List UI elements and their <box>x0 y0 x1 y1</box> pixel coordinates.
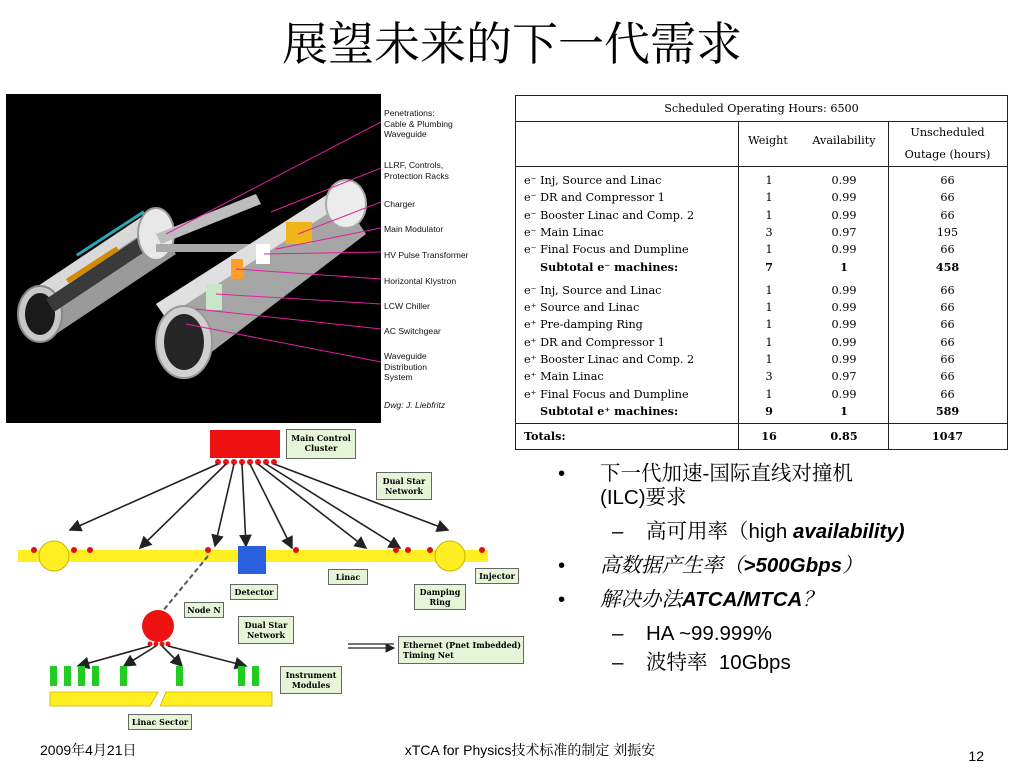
table-cell-outage: 195 <box>936 225 959 239</box>
table-cell-availability: 0.99 <box>831 283 857 297</box>
table-cell-outage: 66 <box>940 353 955 366</box>
bullet-data-rate <box>560 554 1000 578</box>
table-cell-weight: 3 <box>765 370 773 384</box>
slide-title: 展望未来的下一代需求 <box>282 17 742 71</box>
main-control-label: Main Control Cluster <box>286 429 356 459</box>
linac-sector-label: Linac Sector <box>128 714 192 730</box>
bullet-ilc-line1: 下一代加速-国际直线对撞机 <box>600 462 853 485</box>
table-cell-outage: 66 <box>940 191 955 205</box>
table-cell-weight: 16 <box>761 429 777 443</box>
node-n-circle <box>142 610 174 642</box>
tunnel-label-hv-pulse: HV Pulse Transformer <box>384 250 469 260</box>
table-cell-availability: 0.99 <box>831 353 857 366</box>
table-cell-weight: 3 <box>765 225 773 239</box>
tunnel-label-main-modulator: Main Modulator <box>384 224 444 234</box>
availability-italic: availability) <box>792 520 905 543</box>
linac-label: Linac <box>328 569 368 585</box>
footer-date: 2009年4月21日 <box>40 742 137 758</box>
table-cell-availability: 0.99 <box>831 191 857 205</box>
table-cell-outage: 458 <box>935 259 960 274</box>
table-cell-availability: 0.85 <box>830 429 858 443</box>
table-cell-weight: 9 <box>765 403 773 418</box>
table-divider <box>888 121 889 449</box>
injector-ring-left <box>39 541 69 571</box>
table-cell-weight: 1 <box>765 353 773 366</box>
table-cell-availability: 0.99 <box>831 387 857 401</box>
table-cell-outage: 66 <box>940 370 955 384</box>
table-cell-name: e⁻ DR and Compressor 1 <box>524 191 665 205</box>
ethernet-label: Ethernet (Pnet Imbedded) Timing Net <box>398 636 524 664</box>
col-unscheduled: Unscheduled <box>910 126 985 139</box>
detector-label: Detector <box>230 584 278 600</box>
detector-box <box>238 546 266 574</box>
sub-bullet-ha <box>612 622 1012 646</box>
table-cell-outage: 589 <box>935 403 960 418</box>
network-diagram <box>10 426 530 738</box>
data-rate-value: >500Gbps <box>743 554 843 577</box>
table-cell-weight: 1 <box>765 191 773 205</box>
availability-prefix: 高可用率（high <box>646 520 793 543</box>
footer-title: xTCA for Physics技术标准的制定 刘振安 <box>404 742 656 758</box>
operating-hours-table <box>515 95 1008 450</box>
tunnel-label-klystron: Horizontal Klystron <box>384 276 457 286</box>
damping-ring-label: Damping Ring <box>414 584 466 610</box>
right-tunnel-graphic <box>156 180 366 378</box>
table-cell-name: e⁺ Final Focus and Dumpline <box>524 387 689 401</box>
table-cell-outage: 66 <box>940 335 955 349</box>
dash-glyph: – <box>612 651 624 674</box>
dual-star-top-label: Dual Star Network <box>376 472 432 500</box>
table-cell-name: Subtotal e⁺ machines: <box>540 403 679 418</box>
table-cell-weight: 7 <box>765 259 773 274</box>
table-header: Scheduled Operating Hours: 6500 <box>516 96 1007 122</box>
injector-label: Injector <box>475 568 519 584</box>
tunnel-label-waveguide-dist: Waveguide Distribution System <box>384 351 427 383</box>
table-cell-name: e⁻ Final Focus and Dumpline <box>524 243 689 257</box>
bullet-dot: • <box>558 588 566 611</box>
dash-glyph: – <box>612 622 624 645</box>
table-cell-name: e⁻ Inj, Source and Linac <box>524 283 662 297</box>
bullet-ilc <box>560 462 980 510</box>
table-cell-weight: 1 <box>765 208 773 222</box>
table-cell-outage: 66 <box>940 174 955 187</box>
table-cell-name: e⁻ Booster Linac and Comp. 2 <box>524 208 695 222</box>
tunnel-label-llrf: LLRF, Controls, Protection Racks <box>384 160 449 181</box>
node-n-label: Node N <box>184 602 224 618</box>
data-rate-suffix: ） <box>842 554 863 577</box>
left-tunnel-graphic <box>18 208 176 342</box>
table-cell-outage: 66 <box>940 208 955 222</box>
table-cell-name: e⁺ Pre-damping Ring <box>524 318 643 332</box>
table-cell-availability: 0.99 <box>831 174 857 187</box>
table-cell-name: e⁺ Source and Linac <box>524 301 640 315</box>
table-cell-name: e⁺ Booster Linac and Comp. 2 <box>524 353 695 366</box>
table-cell-outage: 66 <box>940 243 955 257</box>
sub-bullet-baud <box>612 651 1012 675</box>
baud-text: 波特率 10Gbps <box>646 651 791 674</box>
table-cell-outage: 66 <box>940 283 955 297</box>
bullet-solution <box>560 588 1000 612</box>
table-cell-weight: 1 <box>765 318 773 332</box>
table-cell-availability: 0.99 <box>831 243 857 257</box>
data-rate-prefix: 高数据产生率（ <box>600 554 744 577</box>
table-cell-availability: 0.99 <box>831 208 857 222</box>
table-cell-name: Totals: <box>524 429 566 443</box>
table-cell-weight: 1 <box>765 335 773 349</box>
table-cell-name: e⁺ Main Linac <box>524 370 604 384</box>
bullet-dot: • <box>558 554 566 577</box>
table-cell-weight: 1 <box>765 283 773 297</box>
table-divider <box>516 166 1007 167</box>
solution-suffix: ？ <box>802 588 823 611</box>
table-cell-availability: 0.97 <box>831 225 857 239</box>
table-cell-outage: 1047 <box>931 429 964 443</box>
bullet-dot: • <box>558 462 566 485</box>
tunnel-credit: Dwg: J. Liebfritz <box>384 400 446 410</box>
table-divider <box>516 423 1007 424</box>
table-divider <box>738 121 739 449</box>
table-cell-availability: 0.99 <box>831 318 857 332</box>
table-cell-weight: 1 <box>765 301 773 315</box>
tunnel-label-charger: Charger <box>384 199 416 209</box>
table-cell-availability: 1 <box>840 403 848 418</box>
table-cell-availability: 0.97 <box>831 370 857 384</box>
table-cell-weight: 1 <box>765 174 773 187</box>
bullet-ilc-line2: (ILC)要求 <box>600 486 687 509</box>
solution-prefix: 解决办法 <box>600 588 682 611</box>
tunnel-illustration <box>6 94 381 423</box>
table-cell-availability: 0.99 <box>831 335 857 349</box>
table-cell-name: e⁺ DR and Compressor 1 <box>524 335 665 349</box>
solution-value: ATCA/MTCA <box>682 588 803 611</box>
ha-text: HA ~99.999% <box>646 622 772 645</box>
main-control-block <box>210 430 280 458</box>
col-availability: Availability <box>812 134 876 147</box>
table-cell-outage: 66 <box>940 318 955 332</box>
table-cell-name: Subtotal e⁻ machines: <box>540 259 679 274</box>
sub-bullet-availability <box>612 520 1012 544</box>
table-cell-availability: 1 <box>840 259 848 274</box>
tunnel-label-ac-switchgear: AC Switchgear <box>384 326 441 336</box>
table-cell-name: e⁻ Inj, Source and Linac <box>524 174 662 187</box>
dual-star-bottom-label: Dual Star Network <box>238 616 294 644</box>
table-cell-weight: 1 <box>765 243 773 257</box>
table-cell-outage: 66 <box>940 387 955 401</box>
table-cell-name: e⁻ Main Linac <box>524 225 604 239</box>
table-cell-availability: 0.99 <box>831 301 857 315</box>
table-cell-weight: 1 <box>765 387 773 401</box>
instrument-modules-label: Instrument Modules <box>280 666 342 694</box>
col-outage-hours: Outage (hours) <box>904 148 991 161</box>
footer-page-number: 12 <box>968 748 984 764</box>
table-cell-outage: 66 <box>940 301 955 315</box>
dash-glyph: – <box>612 520 624 543</box>
tunnel-label-penetrations: Penetrations: Cable & Plumbing Waveguide <box>384 108 453 140</box>
injector-ring-right <box>435 541 465 571</box>
col-weight: Weight <box>748 134 788 147</box>
tunnel-label-lcw: LCW Chiller <box>384 301 430 311</box>
